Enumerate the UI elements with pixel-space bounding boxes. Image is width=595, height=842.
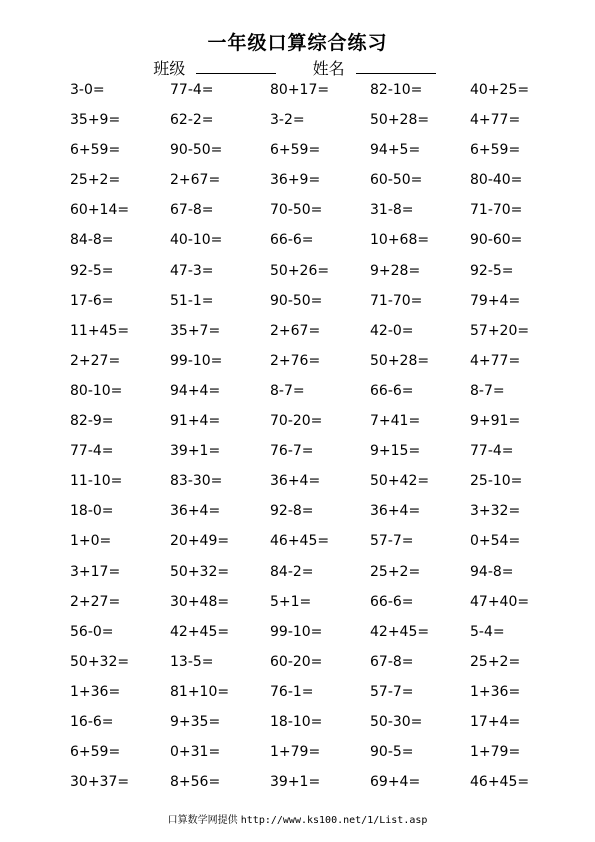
problem-cell: 13-5= [170, 653, 214, 670]
problem-cell: 71-70= [370, 292, 423, 309]
problem-cell: 1+0= [70, 533, 112, 550]
problem-cell: 60-50= [370, 172, 423, 189]
problem-cell: 3+17= [70, 563, 121, 580]
problem-cell: 80-10= [70, 382, 123, 399]
problem-cell: 90-60= [470, 232, 523, 249]
problem-cell: 11-10= [70, 473, 123, 490]
problem-cell: 50+28= [370, 352, 430, 369]
problem-cell: 18-0= [70, 503, 114, 520]
problem-cell: 5-4= [470, 623, 505, 640]
problem-cell: 66-6= [270, 232, 314, 249]
problem-cell: 8-7= [270, 382, 305, 399]
problem-cell: 4+77= [470, 112, 521, 129]
problem-cell: 77-4= [170, 82, 214, 98]
problem-cell: 92-8= [270, 503, 314, 520]
problem-cell: 79+4= [470, 292, 521, 309]
problem-cell: 2+67= [270, 322, 321, 339]
problem-cell: 99-10= [270, 623, 323, 640]
problem-cell: 42+45= [170, 623, 230, 640]
problem-cell: 71-70= [470, 202, 523, 219]
problem-cell: 25+2= [470, 653, 521, 670]
problem-cell: 76-7= [270, 443, 314, 460]
problem-cell: 25-10= [470, 473, 523, 490]
problem-cell: 82-9= [70, 413, 114, 430]
problem-cell: 66-6= [370, 382, 414, 399]
page-title: 一年级口算综合练习 [207, 32, 388, 54]
problem-cell: 76-1= [270, 683, 314, 700]
problem-cell: 6+59= [470, 142, 521, 159]
problem-cell: 50+32= [70, 653, 130, 670]
problem-cell: 1+79= [270, 744, 321, 761]
problem-cell: 77-4= [470, 443, 514, 460]
problem-cell: 2+27= [70, 352, 121, 369]
problem-cell: 80-40= [470, 172, 523, 189]
problem-cell: 50+28= [370, 112, 430, 129]
problem-cell: 30+37= [70, 774, 130, 791]
problem-cell: 50+42= [370, 473, 430, 490]
problem-cell: 9+91= [470, 413, 521, 430]
problem-cell: 1+36= [70, 683, 121, 700]
problem-cell: 90-5= [370, 744, 414, 761]
student-info [0, 56, 595, 79]
problem-cell: 5+1= [270, 593, 312, 610]
problem-cell: 81+10= [170, 683, 230, 700]
class-label: 班级 [153, 59, 186, 78]
problem-cell: 94+4= [170, 382, 221, 399]
problem-cell: 62-2= [170, 112, 214, 129]
problem-cell: 60-20= [270, 653, 323, 670]
problem-cell: 3-0= [70, 82, 105, 98]
problem-cell: 50+26= [270, 262, 330, 279]
problem-cell: 0+54= [470, 533, 521, 550]
problem-cell: 2+27= [70, 593, 121, 610]
problem-cell: 2+67= [170, 172, 221, 189]
problem-cell: 18-10= [270, 713, 323, 730]
problem-cell: 7+41= [370, 413, 421, 430]
problem-cell: 9+28= [370, 262, 421, 279]
problem-cell: 36+4= [170, 503, 221, 520]
problem-cell: 16-6= [70, 713, 114, 730]
problem-cell: 70-20= [270, 413, 323, 430]
problem-cell: 90-50= [270, 292, 323, 309]
problem-cell: 40+25= [470, 82, 530, 98]
problem-cell: 47+40= [470, 593, 530, 610]
problem-cell: 36+4= [370, 503, 421, 520]
problem-cell: 9+35= [170, 713, 221, 730]
problem-cell: 46+45= [470, 774, 530, 791]
problem-cell: 9+15= [370, 443, 421, 460]
problem-cell: 84-8= [70, 232, 114, 249]
problem-cell: 31-8= [370, 202, 414, 219]
footer-text: 口算数学网提供 [167, 815, 238, 826]
problem-cell: 90-50= [170, 142, 223, 159]
problem-cell: 92-5= [470, 262, 514, 279]
name-blank[interactable] [356, 59, 436, 74]
problem-cell: 35+9= [70, 112, 121, 129]
problem-cell: 70-50= [270, 202, 323, 219]
problem-cell: 67-8= [170, 202, 214, 219]
problem-cell: 47-3= [170, 262, 214, 279]
problem-cell: 8-7= [470, 382, 505, 399]
problem-cell: 1+79= [470, 744, 521, 761]
problem-cell: 57-7= [370, 683, 414, 700]
problem-cell: 99-10= [170, 352, 223, 369]
problem-cell: 66-6= [370, 593, 414, 610]
problem-cell: 46+45= [270, 533, 330, 550]
problem-cell: 42-0= [370, 322, 414, 339]
problem-cell: 82-10= [370, 82, 423, 98]
problem-cell: 3-2= [270, 112, 305, 129]
class-blank[interactable] [196, 59, 276, 74]
problem-cell: 92-5= [70, 262, 114, 279]
problem-cell: 20+49= [170, 533, 230, 550]
problem-cell: 60+14= [70, 202, 130, 219]
problem-cell: 35+7= [170, 322, 221, 339]
problem-cell: 42+45= [370, 623, 430, 640]
problem-cell: 6+59= [270, 142, 321, 159]
problem-cell: 84-2= [270, 563, 314, 580]
problem-cell: 3+32= [470, 503, 521, 520]
problem-cell: 77-4= [70, 443, 114, 460]
problem-cell: 94-8= [470, 563, 514, 580]
problem-cell: 83-30= [170, 473, 223, 490]
problem-cell: 56-0= [70, 623, 114, 640]
problem-cell: 11+45= [70, 322, 130, 339]
problem-cell: 0+31= [170, 744, 221, 761]
problem-cell: 39+1= [270, 774, 321, 791]
problem-cell: 4+77= [470, 352, 521, 369]
problem-cell: 10+68= [370, 232, 430, 249]
problem-cell: 50+32= [170, 563, 230, 580]
problem-cell: 2+76= [270, 352, 321, 369]
problem-cell: 57-7= [370, 533, 414, 550]
problem-cell: 25+2= [70, 172, 121, 189]
problem-cell: 91+4= [170, 413, 221, 430]
problem-cell: 51-1= [170, 292, 214, 309]
problem-cell: 67-8= [370, 653, 414, 670]
problem-cell: 94+5= [370, 142, 421, 159]
problem-cell: 6+59= [70, 142, 121, 159]
problem-cell: 6+59= [70, 744, 121, 761]
footer-url: http://www.ks100.net/1/List.asp [240, 815, 428, 826]
problem-cell: 57+20= [470, 322, 530, 339]
problem-cell: 17-6= [70, 292, 114, 309]
problem-cell: 40-10= [170, 232, 223, 249]
name-label: 姓名 [312, 59, 345, 78]
problem-cell: 17+4= [470, 713, 521, 730]
problem-grid [70, 80, 570, 802]
problem-cell: 69+4= [370, 774, 421, 791]
problem-cell: 36+9= [270, 172, 321, 189]
problem-cell: 36+4= [270, 473, 321, 490]
problem-cell: 1+36= [470, 683, 521, 700]
footer [0, 811, 595, 826]
problem-cell: 25+2= [370, 563, 421, 580]
problem-cell: 8+56= [170, 774, 221, 791]
problem-cell: 80+17= [270, 82, 330, 98]
problem-cell: 50-30= [370, 713, 423, 730]
problem-cell: 39+1= [170, 443, 221, 460]
problem-cell: 30+48= [170, 593, 230, 610]
